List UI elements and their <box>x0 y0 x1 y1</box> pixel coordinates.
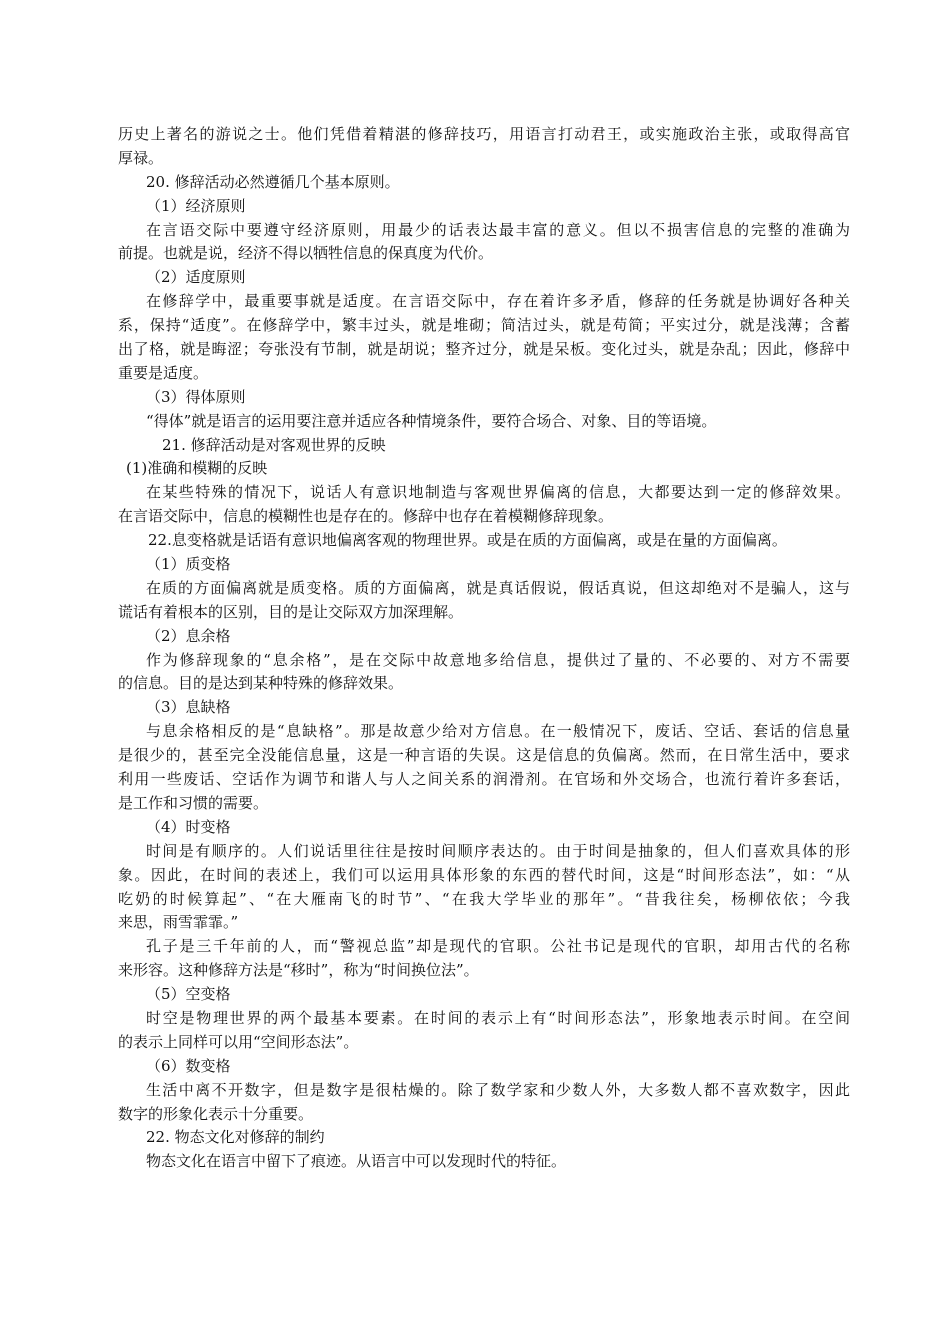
paragraph-line: 谎话有着根本的区别，目的是让交际双方加深理解。 <box>118 602 464 621</box>
paragraph-line: 时空是物理世界的两个最基本要素。在时间的表示上有“时间形态法”，形象地表示时间。在空间 <box>146 1008 850 1027</box>
paragraph-line: 历史上著名的游说之士。他们凭借着精湛的修辞技巧，用语言打动君王，或实施政治主张，或取得高官 <box>118 125 850 143</box>
paragraph-line: 出了格，就是晦涩；夸张没有节制，就是胡说；整齐过分，就是呆板。变化过头，就是杂乱；因此，修辞中 <box>118 340 850 359</box>
paragraph-line: 来形容。这种修辞方法是“移时”，称为“时间换位法”。 <box>118 961 479 980</box>
paragraph-line: 在言语交际中要遵守经济原则，用最少的话表达最丰富的意义。但以不损害信息的完整的准确为 <box>146 220 850 239</box>
paragraph-line: 在修辞学中，最重要事就是适度。在言语交际中，存在着许多矛盾，修辞的任务就是协调好各种关 <box>146 292 850 311</box>
paragraph-line: 利用一些废话、空话作为调节和谐人与人之间关系的润滑剂。在官场和外交场合，也流行着许多套话， <box>118 770 850 789</box>
paragraph-line: 前提。也就是说，经济不得以牺牲信息的保真度为代价。 <box>118 244 494 263</box>
section-heading: 20. 修辞活动必然遵循几个基本原则。 <box>146 172 400 191</box>
paragraph-line: 物态文化在语言中留下了痕迹。从语言中可以发现时代的特征。 <box>146 1152 567 1171</box>
paragraph-line: 系，保持“适度”。在修辞学中，繁丰过头，就是堆砌；简洁过头，就是苟简；平实过分，就是浅薄；含蓄 <box>118 316 850 335</box>
subsection-heading: （4）时变格 <box>146 817 231 836</box>
section-heading: 21. 修辞活动是对客观世界的反映 <box>162 435 386 454</box>
paragraph-line: 是很少的，甚至完全没能信息量，这是一种言语的失误。这是信息的负偏离。然而，在日常生活中，要求 <box>118 746 850 765</box>
paragraph-line: 是工作和习惯的需要。 <box>118 793 269 812</box>
subsection-heading: （3）得体原则 <box>146 387 246 406</box>
paragraph-line: 重要是适度。 <box>118 363 209 382</box>
paragraph-line: 来思，雨雪霏霏。” <box>118 913 239 932</box>
subsection-heading: （6）数变格 <box>146 1056 231 1075</box>
paragraph-line: 在质的方面偏离就是质变格。质的方面偏离，就是真话假说，假话真说，但这却绝对不是骗人，这与 <box>146 578 850 597</box>
paragraph-line: 吃奶的时候算起”、“在大雁南飞的时节”、“在我大学毕业的那年”。“昔我往矣，杨柳依依；今我 <box>118 889 850 908</box>
subsection-heading: （3）息缺格 <box>146 698 231 717</box>
section-heading: 22.息变格就是话语有意识地偏离客观的物理世界。或是在质的方面偏离，或是在量的方面偏离。 <box>148 531 787 550</box>
subsection-heading: （1）经济原则 <box>146 196 246 215</box>
paragraph-line: 的信息。目的是达到某种特殊的修辞效果。 <box>118 674 404 693</box>
paragraph-line: 在言语交际中，信息的模糊性也是存在的。修辞中也存在着模糊修辞现象。 <box>118 507 614 526</box>
subsection-heading: （2）息余格 <box>146 626 231 645</box>
section-heading: 22. 物态文化对修辞的制约 <box>146 1128 325 1147</box>
paragraph-line: 象。因此，在时间的表述上，我们可以运用具体形象的东西的替代时间，这是“时间形态法”，如：“从 <box>118 865 850 884</box>
paragraph-line: 时间是有顺序的。人们说话里往往是按时间顺序表达的。由于时间是抽象的，但人们喜欢具体的形 <box>146 841 850 860</box>
subsection-heading: （2）适度原则 <box>146 268 246 287</box>
paragraph-line: 孔子是三千年前的人，而“警视总监”却是现代的官职。公社书记是现代的官职，却用古代的名称 <box>146 937 850 956</box>
paragraph-line: 生活中离不开数字，但是数字是很枯燥的。除了数学家和少数人外，大多数人都不喜欢数字，因此 <box>146 1080 850 1099</box>
paragraph-line: 与息余格相反的是“息缺格”。那是故意少给对方信息。在一般情况下，废话、空话、套话的信息量 <box>146 722 850 741</box>
paragraph-line: “得体”就是语言的运用要注意并适应各种情境条件，要符合场合、对象、目的等语境。 <box>146 411 717 430</box>
subsection-heading: （5）空变格 <box>146 985 231 1004</box>
paragraph-line: 厚禄。 <box>118 148 164 167</box>
paragraph-line: 数字的形象化表示十分重要。 <box>118 1104 314 1123</box>
document-body <box>118 123 850 1174</box>
paragraph-line: 的表示上同样可以用“空间形态法”。 <box>118 1032 359 1051</box>
subsection-heading: (1)准确和模糊的反映 <box>126 459 268 478</box>
paragraph-line: 在某些特殊的情况下，说话人有意识地制造与客观世界偏离的信息，大都要达到一定的修辞效果。 <box>146 483 850 502</box>
paragraph-line: 作为修辞现象的“息余格”，是在交际中故意地多给信息，提供过了量的、不必要的、对方不需要 <box>146 650 850 669</box>
subsection-heading: （1）质变格 <box>146 555 231 574</box>
